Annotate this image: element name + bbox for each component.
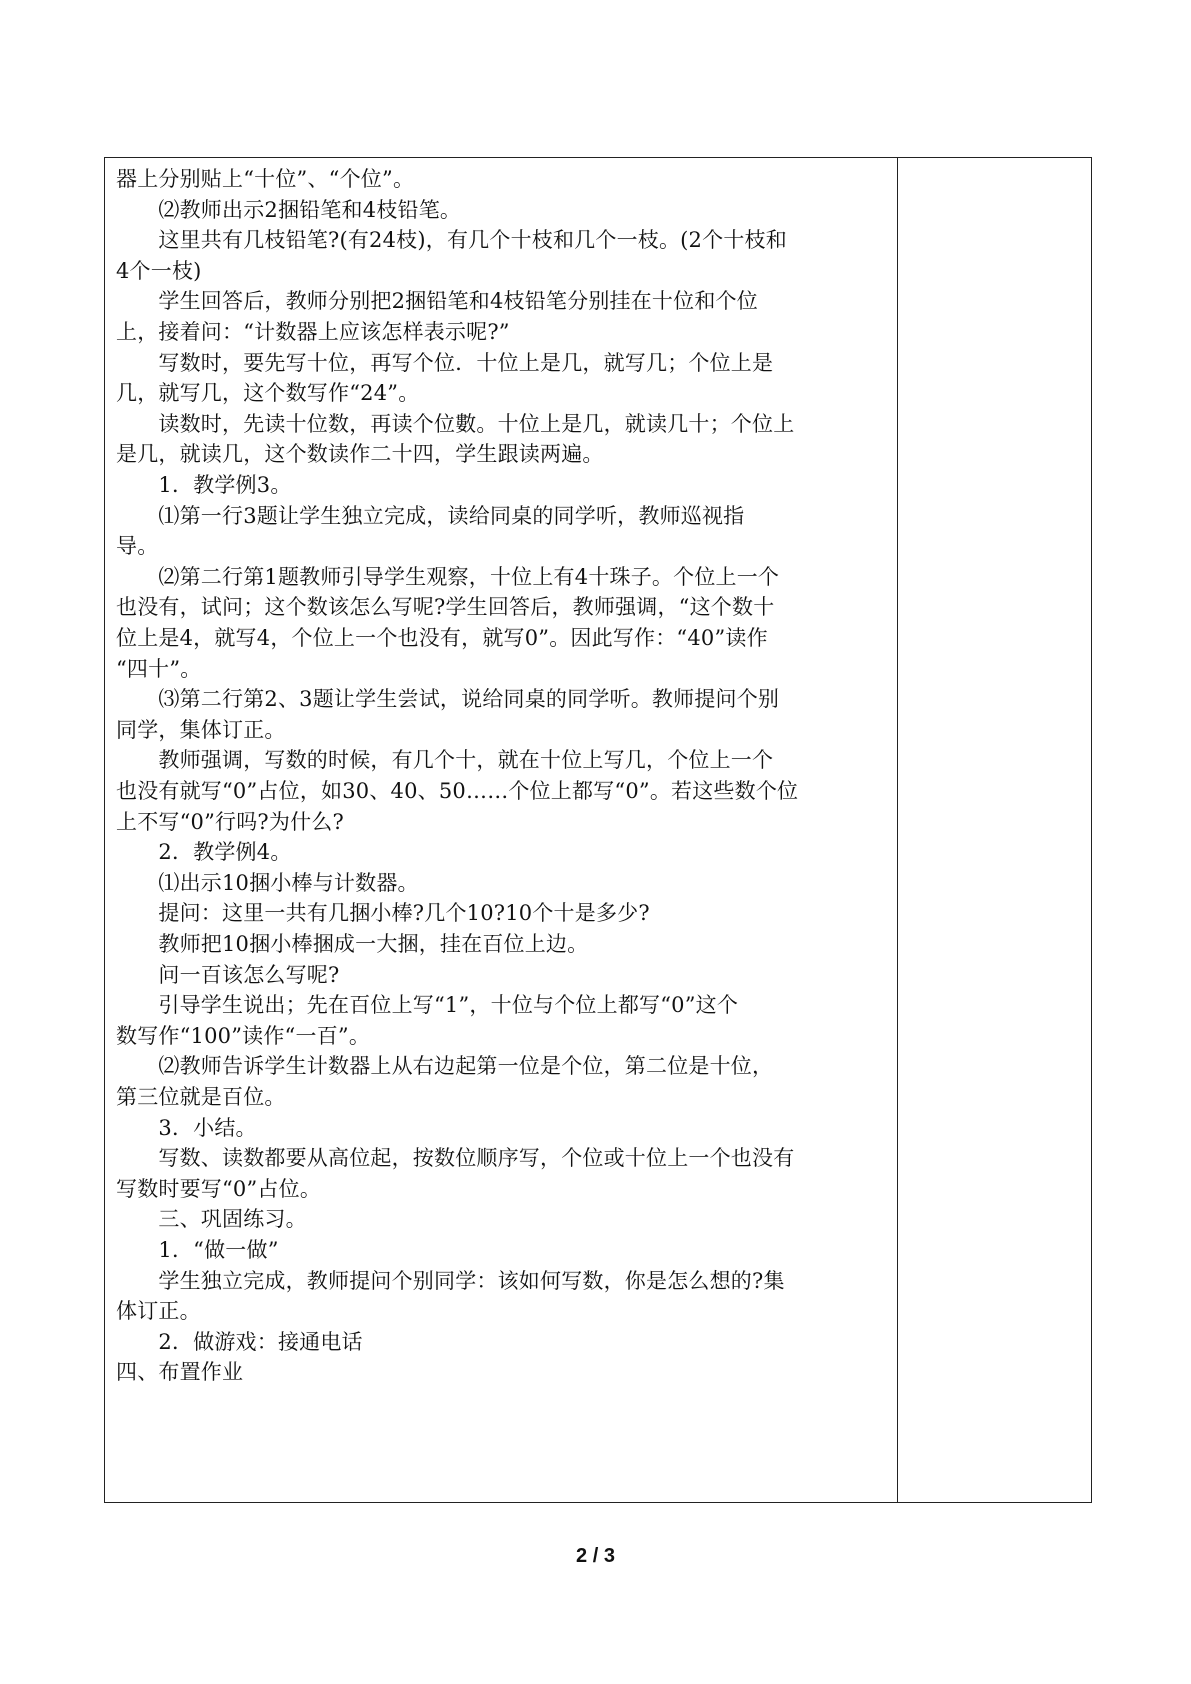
text-line: 引导学生说出；先在百位上写“1”，十位与个位上都写“0”这个 bbox=[116, 993, 739, 1018]
text-line: 教师强调，写数的时候，有几个十，就在十位上写几，个位上一个 bbox=[116, 748, 774, 773]
text-line: 4个一枝) bbox=[116, 258, 202, 283]
text-line: ⑴出示10捆小棒与计数器。 bbox=[116, 870, 419, 895]
text-line: 体订正。 bbox=[116, 1299, 201, 1324]
text-line: 三、巩固练习。 bbox=[116, 1207, 307, 1232]
lesson-table bbox=[104, 157, 1092, 1503]
text-line: 问一百该怎么写呢? bbox=[116, 962, 340, 987]
text-line: 写数时，要先写十位，再写个位．十位上是几，就写几；个位上是 bbox=[116, 350, 774, 375]
text-line: ⑵教师告诉学生计数器上从右边起第一位是个位，第二位是十位， bbox=[116, 1054, 774, 1079]
text-line: ⑵第二行第1题教师引导学生观察，十位上有4十珠子。个位上一个 bbox=[116, 564, 780, 589]
text-line: 导。 bbox=[116, 534, 159, 559]
text-line: 这里共有几枝铅笔?(有24枝)，有几个十枝和几个一枝。(2个十枝和 bbox=[116, 228, 787, 253]
text-line: 上不写“0”行吗?为什么? bbox=[116, 809, 344, 834]
text-line: 提问：这里一共有几捆小棒?几个10?10个十是多少? bbox=[116, 901, 650, 926]
text-line: 写数、读数都要从高位起，按数位顺序写，个位或十位上一个也没有 bbox=[116, 1146, 795, 1171]
text-line: 读数时，先读十位数，再读个位數。十位上是几，就读几十；个位上 bbox=[116, 411, 795, 436]
notes-cell bbox=[899, 158, 1091, 1502]
text-line: 是几，就读几，这个数读作二十四，学生跟读两遍。 bbox=[116, 442, 604, 467]
text-line: “四十”。 bbox=[116, 656, 202, 681]
text-line: ⑴第一行3题让学生独立完成，读给同桌的同学听，教师巡视指 bbox=[116, 503, 745, 528]
text-line: 1．“做一做” bbox=[116, 1238, 279, 1262]
column-divider bbox=[897, 158, 898, 1502]
text-line: 2．教学例4。 bbox=[116, 840, 292, 865]
text-line: 同学，集体订正。 bbox=[116, 717, 286, 742]
text-line: 3．小结。 bbox=[116, 1115, 257, 1140]
text-line: 器上分别贴上“十位”、“个位”。 bbox=[116, 167, 415, 191]
text-line: 学生独立完成，教师提问个别同学：该如何写数，你是怎么想的?集 bbox=[116, 1268, 785, 1293]
text-line: 也没有，试问；这个数该怎么写呢?学生回答后，教师强调，“这个数十 bbox=[116, 595, 775, 620]
text-line: 四、布置作业 bbox=[116, 1360, 244, 1385]
page-number: 2 / 3 bbox=[576, 1545, 615, 1567]
text-line: 几，就写几，这个数写作“24”。 bbox=[116, 381, 420, 406]
text-line: 位上是4，就写4，个位上一个也没有，就写0”。因此写作：“40”读作 bbox=[116, 626, 768, 650]
text-line: 1．教学例3。 bbox=[116, 473, 292, 497]
text-line: 2．做游戏：接通电话 bbox=[116, 1329, 363, 1354]
lesson-content-cell bbox=[105, 158, 897, 1502]
text-line: 数写作“100”读作“一百”。 bbox=[116, 1023, 371, 1048]
text-line: 上，接着问：“计数器上应该怎样表示呢?” bbox=[116, 320, 510, 344]
text-line: 也没有就写“0”占位，如30、40、50……个位上都写“0”。若这些数个位 bbox=[116, 779, 799, 803]
text-line: 学生回答后，教师分别把2捆铅笔和4枝铅笔分别挂在十位和个位 bbox=[116, 289, 758, 314]
text-line: ⑶第二行第2、3题让学生尝试，说给同桌的同学听。教师提问个别 bbox=[116, 687, 780, 712]
text-line: 第三位就是百位。 bbox=[116, 1085, 286, 1109]
text-line: 写数时要写“0”占位。 bbox=[116, 1176, 322, 1201]
text-line: 教师把10捆小棒捆成一大捆，挂在百位上边。 bbox=[116, 932, 589, 956]
text-line: ⑵教师出示2捆铅笔和4枝铅笔。 bbox=[116, 197, 462, 222]
